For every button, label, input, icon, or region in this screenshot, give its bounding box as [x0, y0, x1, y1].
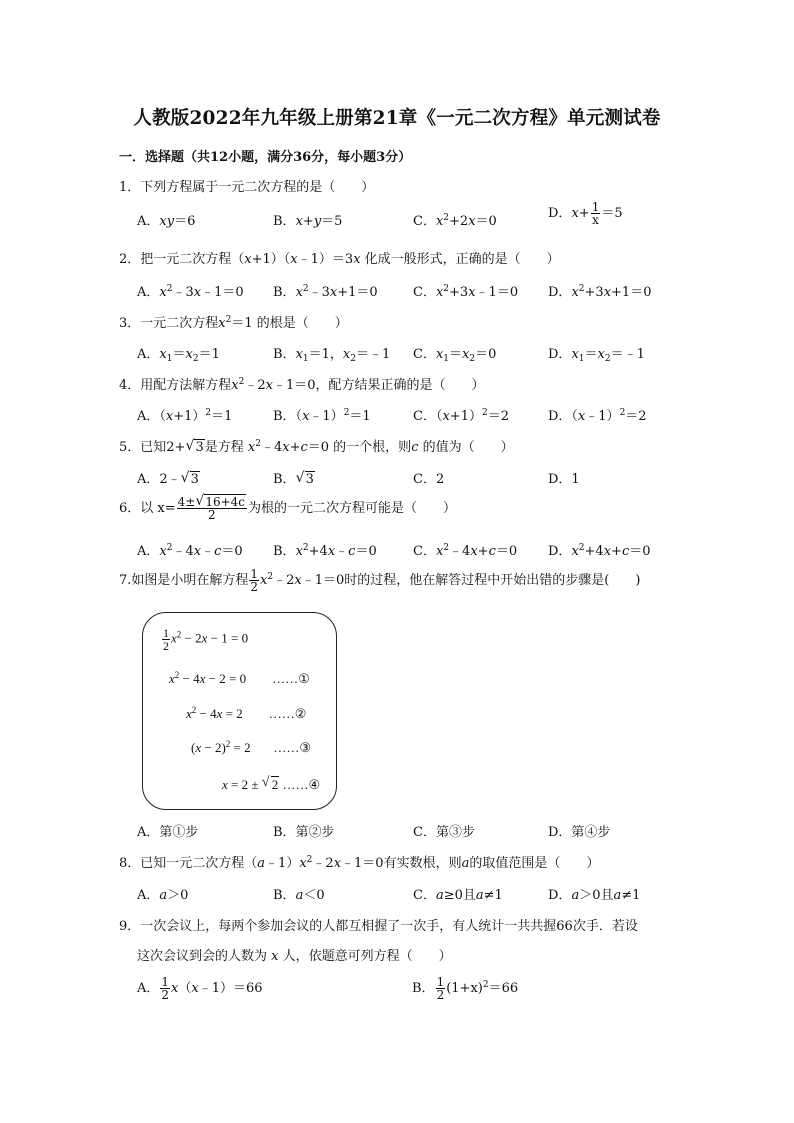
q3-option-b: B．$x_1=1$，$x_2=﹣1$	[273, 347, 391, 364]
q2-option-d: D．$x^2+3x+1=0$	[548, 284, 652, 300]
q8-option-c: C．a≥0且a≠1	[413, 888, 503, 903]
q1-option-c: C．$x^2+2x=0$	[413, 213, 497, 229]
q2-option-a: A．$x^2﹣3x﹣1=0$	[137, 284, 244, 300]
q3-option-c: C．$x_1=x_2=0$	[413, 347, 497, 364]
q2-option-b: B．$x^2﹣3x+1=0$	[273, 284, 378, 300]
solution-steps-figure	[142, 612, 337, 810]
question-4: 4．用配方法解方程$x^2﹣2x﹣1=0$，配方结果正确的是（ ）	[119, 377, 485, 393]
question-9-line-2: 这次会议到会的人数为 x 人，依题意可列方程（ ）	[137, 949, 452, 964]
page-title: 人教版2022年九年级上册第21章《一元二次方程》单元测试卷	[133, 108, 661, 129]
q6-option-b: B．$x^2+4x﹣c=0$	[273, 543, 377, 559]
question-2: 2．把一元二次方程（x+1）（x﹣1）＝3x 化成一般形式，正确的是（ ）	[119, 252, 560, 267]
question-6: 6．以 x= 4± √ 16+4c 2 为根的一元二次方程可能是（ ）	[119, 493, 457, 522]
q3-option-a: A．$x_1=x_2=1$	[137, 347, 220, 364]
q8-option-a: A．a＞0	[137, 888, 189, 903]
figure-line-2: $x^2 - 4x = 2$ ……②	[186, 705, 307, 721]
q8-option-b: B．a＜0	[273, 888, 325, 903]
figure-line-4: x = 2 ± √ 2 ……④	[222, 775, 321, 792]
q4-option-a: A．$(x+1)^2=1$	[137, 408, 233, 424]
question-3: 3．一元二次方程$x^2=1$ 的根是（ ）	[119, 315, 348, 331]
q9-option-a: A． $\frac{1}{2}$ x（x﹣1）＝66	[137, 975, 263, 1002]
q7-option-a: A．第①步	[137, 825, 199, 840]
question-9-line-1: 9．一次会议上，每两个参加会议的人都互相握了一次手，有人统计一共共握66次手．若设	[119, 919, 638, 934]
q2-option-c: C．$x^2+3x﹣1=0$	[413, 284, 519, 300]
q9-option-b: B． $\frac{1}{2}$ $(1+x)^2=66$	[412, 975, 519, 1002]
q1-option-b: B．x+y＝5	[273, 214, 343, 229]
q1-option-a: A．xy＝6	[137, 214, 196, 229]
question-5: 5．已知2+ √ 3是方程 $x^2﹣4x+c=0$ 的一个根，则c 的值为（ ）	[119, 438, 514, 455]
q4-option-b: B．（x﹣1）$^2$＝1	[273, 408, 371, 424]
q6-option-a: A．$x^2﹣4x﹣c=0$	[137, 543, 243, 559]
question-1: 1．下列方程属于一元二次方程的是（ ）	[119, 180, 375, 195]
q8-option-d: D．a＞0且a≠1	[548, 888, 641, 903]
figure-line-3: $(x - 2)^2 = 2$ ……③	[191, 739, 312, 755]
q7-option-c: C．第③步	[413, 825, 475, 840]
q5-option-c: C．2	[413, 472, 445, 487]
q7-option-b: B．第②步	[273, 825, 335, 840]
q5-option-d: D．1	[548, 472, 580, 487]
q5-option-a: A．2﹣ √ 3	[137, 470, 199, 487]
q4-option-d: D．（x﹣1）$^2$＝2	[548, 408, 647, 424]
q3-option-d: D．$x_1=x_2=﹣1$	[548, 347, 645, 364]
q7-option-d: D．第④步	[548, 825, 611, 840]
q6-option-d: D．$x^2+4x+c=0$	[548, 543, 651, 559]
section-heading: 一．选择题（共12小题，满分36分，每小题3分）	[119, 150, 412, 165]
question-7: 7.如图是小明在解方程 $\frac{1}{2}$ $x^2﹣2x﹣1=0$时的过程，他在解答过程中开始出错的步骤是( )	[119, 567, 641, 594]
q5-option-b: B． √ 3	[273, 470, 314, 487]
q1-option-d: D．x+ $\frac{1}{x}$ ＝5	[548, 200, 623, 227]
figure-line-1: $x^2 - 4x - 2 = 0$ ……①	[169, 670, 310, 686]
question-8: 8．已知一元二次方程$(a﹣1)x^2﹣2x﹣1=0$有实数根，则a的取值范围是（ ）	[119, 855, 600, 871]
q6-option-c: C．$x^2﹣4x+c=0$	[413, 543, 518, 559]
figure-line-0: $\frac{1}{2}$ $x^2 - 2x - 1 = 0$	[163, 626, 249, 653]
q4-option-c: C．$(x+1)^2=2$	[413, 408, 509, 424]
